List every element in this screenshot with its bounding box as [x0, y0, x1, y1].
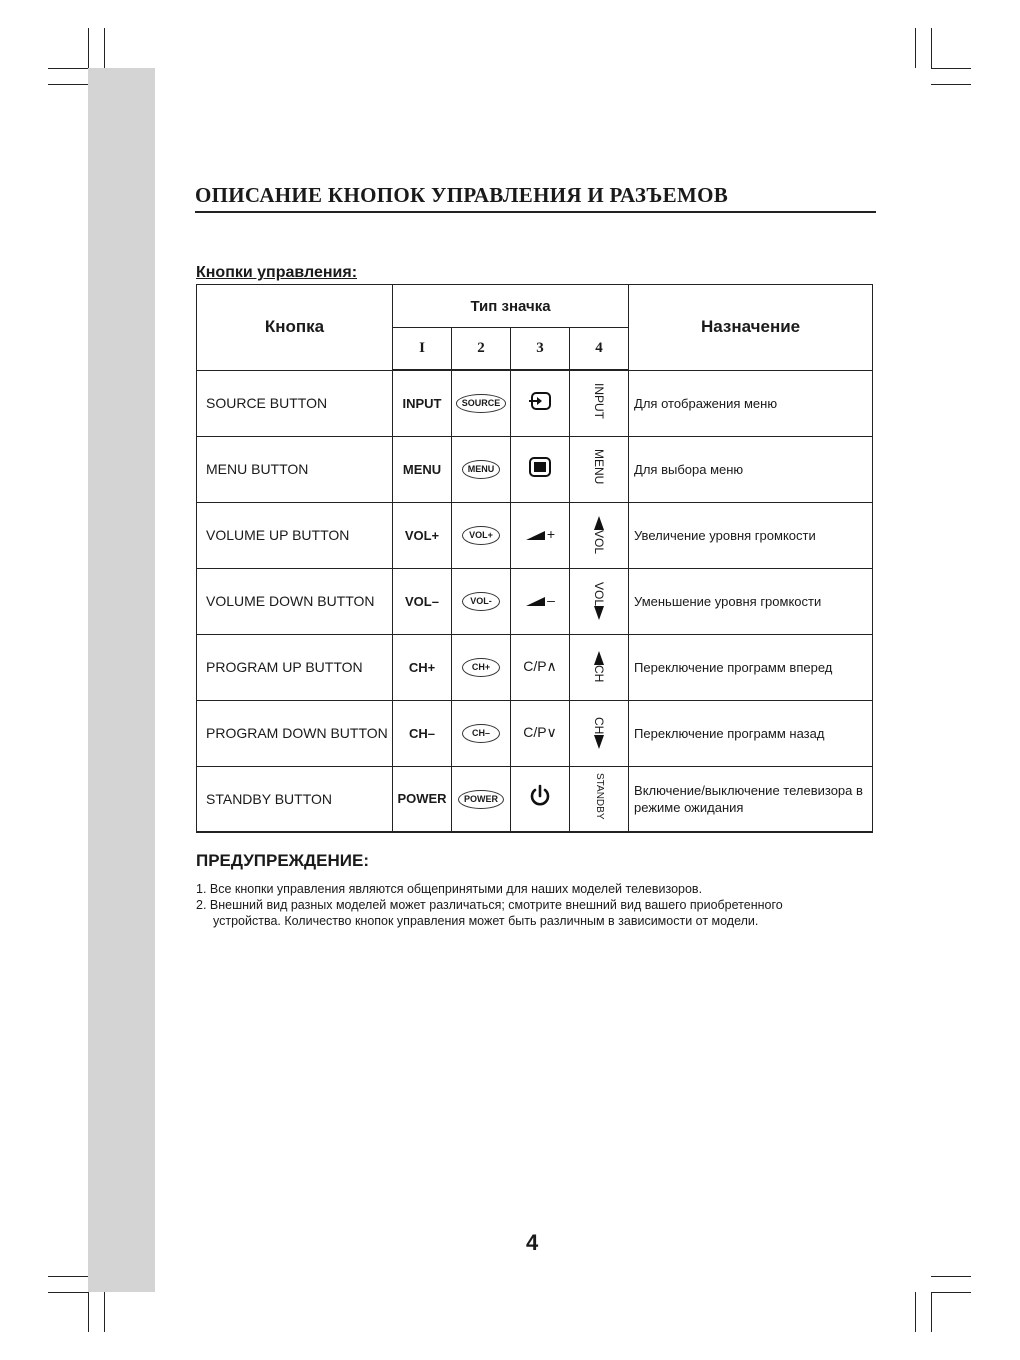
- button-purpose: Для отображения меню: [629, 370, 873, 436]
- crop-mark: [931, 1276, 971, 1277]
- header-button: Кнопка: [197, 285, 393, 371]
- crop-mark: [104, 1292, 105, 1332]
- header-purpose: Назначение: [629, 285, 873, 371]
- note-line: устройства. Количество кнопок управления может быть различным в зависимости от модели.: [213, 914, 759, 928]
- volume-up-icon: [525, 528, 547, 542]
- icon-type-2-oval: VOL+: [462, 526, 500, 545]
- button-name: PROGRAM UP BUTTON: [197, 634, 393, 700]
- crop-mark: [915, 28, 916, 68]
- triangle-down-icon: [594, 606, 604, 620]
- crop-mark: [931, 28, 932, 68]
- note-line: 2. Внешний вид разных моделей может различаться; смотрите внешний вид вашего приобретенного: [196, 898, 783, 912]
- icon-type-1: VOL+: [393, 502, 452, 568]
- icon-type-2-oval: SOURCE: [456, 394, 507, 413]
- col-number: I: [393, 328, 452, 371]
- icon-type-1: POWER: [393, 766, 452, 832]
- crop-mark: [88, 1292, 89, 1332]
- icon-type-1: VOL–: [393, 568, 452, 634]
- crop-mark: [931, 84, 971, 85]
- button-name: VOLUME UP BUTTON: [197, 502, 393, 568]
- icon-type-1: INPUT: [393, 370, 452, 436]
- icon-type-3-text: C/P∨: [523, 724, 557, 740]
- input-source-icon: [527, 390, 553, 412]
- page-number: 4: [526, 1230, 539, 1255]
- volume-down-icon: [525, 594, 547, 608]
- crop-mark: [48, 1276, 88, 1277]
- button-purpose: Включение/выключение телевизора в режиме ожидания: [629, 766, 873, 832]
- header-icon-type: Тип значка: [393, 285, 629, 328]
- button-purpose: Уменьшение уровня громкости: [629, 568, 873, 634]
- icon-type-2-oval: CH+: [462, 658, 500, 677]
- button-name: MENU BUTTON: [197, 436, 393, 502]
- icon-type-4-label: CH: [592, 665, 607, 683]
- table-row: [197, 568, 873, 634]
- icon-type-4-label: STANDBY: [594, 773, 606, 820]
- table-row: [197, 700, 873, 766]
- col-number: 2: [452, 328, 511, 371]
- crop-mark: [915, 1292, 916, 1332]
- icon-type-1: CH–: [393, 700, 452, 766]
- button-purpose: Переключение программ вперед: [629, 634, 873, 700]
- icon-type-4-label: CH: [592, 717, 607, 735]
- button-name: SOURCE BUTTON: [197, 370, 393, 436]
- button-purpose: Для выбора меню: [629, 436, 873, 502]
- crop-mark: [88, 28, 89, 68]
- crop-mark: [48, 84, 88, 85]
- icon-type-2-oval: POWER: [458, 790, 504, 809]
- icon-type-4-label: INPUT: [592, 382, 607, 419]
- button-purpose: Увеличение уровня громкости: [629, 502, 873, 568]
- button-purpose: Переключение программ назад: [629, 700, 873, 766]
- power-icon: [528, 784, 552, 808]
- button-name: VOLUME DOWN BUTTON: [197, 568, 393, 634]
- icon-type-4-label: VOL: [592, 529, 607, 554]
- icon-type-1: MENU: [393, 436, 452, 502]
- icon-type-4-label: VOL: [592, 581, 607, 606]
- crop-mark: [931, 1292, 932, 1332]
- icon-type-2-oval: CH–: [462, 724, 500, 743]
- triangle-up-icon: [594, 651, 604, 665]
- icon-type-1: CH+: [393, 634, 452, 700]
- crop-mark: [931, 1292, 971, 1293]
- icon-type-2-oval: VOL-: [462, 592, 500, 611]
- icon-type-2-oval: MENU: [462, 460, 501, 479]
- warning-title: ПРЕДУПРЕЖДЕНИЕ:: [196, 851, 369, 870]
- crop-mark: [48, 1292, 88, 1293]
- table-row: [197, 436, 873, 502]
- warning-notes: [196, 881, 876, 929]
- triangle-down-icon: [594, 735, 604, 749]
- volume-sign: +: [546, 526, 556, 542]
- note-line: 1. Все кнопки управления являются общепринятыми для наших моделей телевизоров.: [196, 882, 703, 896]
- col-number: 3: [511, 328, 570, 371]
- page-title: ОПИСАНИЕ КНОПОК УПРАВЛЕНИЯ И РАЗЪЕМОВ: [195, 183, 729, 207]
- section-subtitle: Кнопки управления:: [196, 264, 358, 281]
- button-name: STANDBY BUTTON: [197, 766, 393, 832]
- icon-type-4-label: MENU: [592, 448, 607, 485]
- triangle-up-icon: [594, 516, 604, 530]
- title-underline: [195, 211, 876, 213]
- crop-mark: [48, 68, 88, 69]
- table-row: [197, 370, 873, 436]
- button-name: PROGRAM DOWN BUTTON: [197, 700, 393, 766]
- table-row: [197, 634, 873, 700]
- col-number: 4: [570, 328, 629, 371]
- control-buttons-table: [196, 284, 873, 833]
- volume-sign: –: [547, 592, 555, 608]
- table-row: [197, 502, 873, 568]
- crop-mark: [931, 68, 971, 69]
- table-row: [197, 766, 873, 832]
- menu-square-icon: [527, 456, 553, 478]
- icon-type-3-text: C/P∧: [523, 658, 557, 674]
- crop-mark: [104, 28, 105, 68]
- side-gray-bar: [88, 68, 155, 1292]
